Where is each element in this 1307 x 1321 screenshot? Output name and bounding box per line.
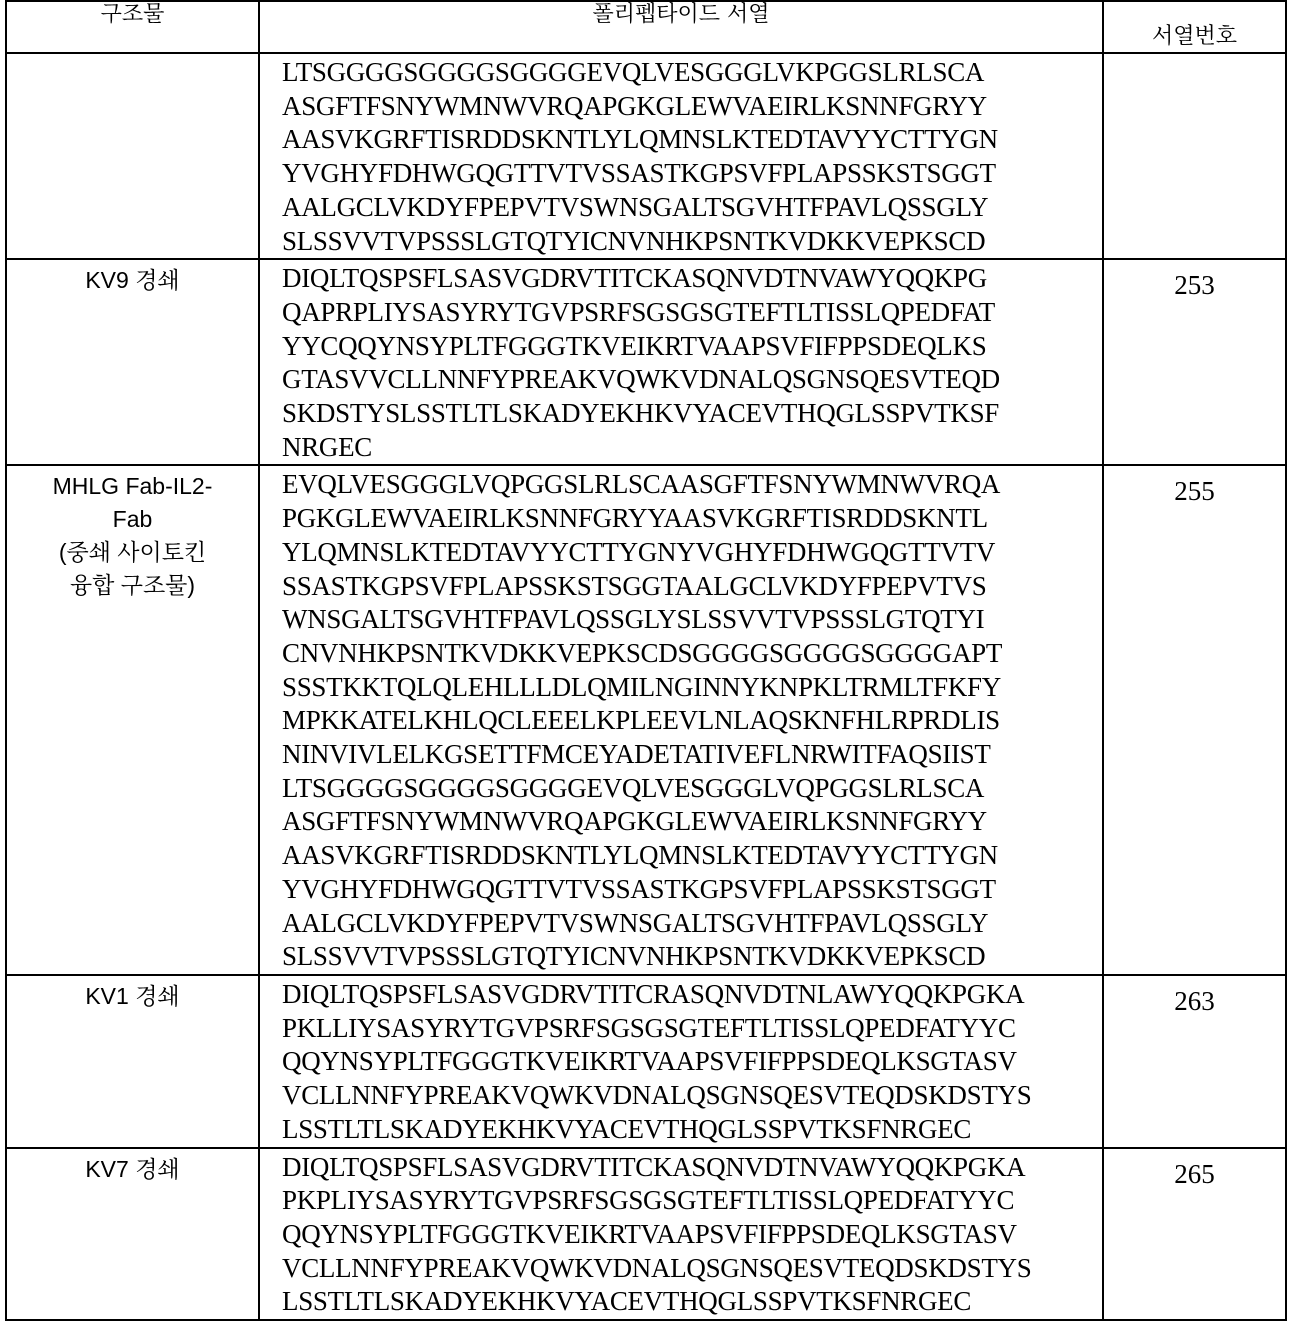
table-row [6, 53, 1286, 259]
construct-name-line: KV1 경쇄 [7, 980, 258, 1013]
sequence-line: DIQLTQSPSFLSASVGDRVTITCRASQNVDTNLAWYQQKPGKA [282, 978, 1102, 1012]
construct-name-line: Fab [7, 503, 258, 536]
sequence-cell [259, 465, 1103, 975]
sequence-line: NRGEC [282, 431, 1102, 465]
sequence-line: SLSSVVTVPSSSLGTQTYICNVNHKPSNTKVDKKVEPKSCD [282, 940, 1102, 974]
sequence-line: YYCQQYNSYPLTFGGGTKVEIKRTVAAPSVFIFPPSDEQLKS [282, 330, 1102, 364]
seq-id-cell: 253 [1103, 259, 1286, 465]
sequence-line: CNVNHKPSNTKVDKKVEPKSCDSGGGGSGGGGSGGGGAPT [282, 637, 1102, 671]
sequence-line: SSSTKKTQLQLEHLLLDLQMILNGINNYKNPKLTRMLTFKFY [282, 671, 1102, 705]
seq-id-cell: 265 [1103, 1148, 1286, 1321]
sequence-line: LTSGGGGSGGGGSGGGGEVQLVESGGGLVKPGGSLRLSCA [282, 56, 1102, 90]
sequence-line: MPKKATELKHLQCLEEELKPLEEVLNLAQSKNFHLRPRDLIS [282, 704, 1102, 738]
sequence-line: QQYNSYPLTFGGGTKVEIKRTVAAPSVFIFPPSDEQLKSGTASV [282, 1045, 1102, 1079]
construct-name-line: (중쇄 사이토킨 [7, 536, 258, 569]
sequence-line: LSSTLTLSKADYEKHKVYACEVTHQGLSSPVTKSFNRGEC [282, 1113, 1102, 1147]
sequence-line: AASVKGRFTISRDDSKNTLYLQMNSLKTEDTAVYYCTTYGN [282, 123, 1102, 157]
sequence-line: QQYNSYPLTFGGGTKVEIKRTVAAPSVFIFPPSDEQLKSGTASV [282, 1218, 1102, 1252]
table-row [6, 465, 1286, 975]
sequence-cell [259, 259, 1103, 465]
sequence-line: DIQLTQSPSFLSASVGDRVTITCKASQNVDTNVAWYQQKPG [282, 262, 1102, 296]
sequence-line: SKDSTYSLSSTLTLSKADYEKHKVYACEVTHQGLSSPVTKSF [282, 397, 1102, 431]
sequence-line: WNSGALTSGVHTFPAVLQSSGLYSLSSVVTVPSSSLGTQTYI [282, 603, 1102, 637]
sequence-line: AALGCLVKDYFPEPVTVSWNSGALTSGVHTFPAVLQSSGLY [282, 907, 1102, 941]
sequence-cell [259, 1148, 1103, 1321]
seq-id-cell: 255 [1103, 465, 1286, 975]
sequence-line: LTSGGGGSGGGGSGGGGEVQLVESGGGLVQPGGSLRLSCA [282, 772, 1102, 806]
construct-name-line: MHLG Fab-IL2- [7, 470, 258, 503]
sequence-table [5, 0, 1287, 1321]
sequence-line: EVQLVESGGGLVQPGGSLRLSCAASGFTFSNYWMNWVRQA [282, 468, 1102, 502]
table-row [6, 259, 1286, 465]
sequence-line: PGKGLEWVAEIRLKSNNFGRYYAASVKGRFTISRDDSKNTL [282, 502, 1102, 536]
sequence-line: LSSTLTLSKADYEKHKVYACEVTHQGLSSPVTKSFNRGEC [282, 1285, 1102, 1319]
sequence-line: YVGHYFDHWGQGTTVTVSSASTKGPSVFPLAPSSKSTSGGT [282, 873, 1102, 907]
construct-name-line: KV7 경쇄 [7, 1153, 258, 1186]
header-row [6, 1, 1286, 53]
construct-name-line: KV9 경쇄 [7, 264, 258, 297]
seq-id-cell: 263 [1103, 975, 1286, 1148]
construct-name-cell [6, 259, 259, 465]
sequence-line: AASVKGRFTISRDDSKNTLYLQMNSLKTEDTAVYYCTTYGN [282, 839, 1102, 873]
sequence-line: PKLLIYSASYRYTGVPSRFSGSGSGTEFTLTISSLQPEDFATYYC [282, 1012, 1102, 1046]
header-sequence: 폴리펩타이드 서열 [259, 1, 1103, 53]
sequence-line: AALGCLVKDYFPEPVTVSWNSGALTSGVHTFPAVLQSSGLY [282, 191, 1102, 225]
header-seq-id: 서열번호 [1103, 1, 1286, 53]
sequence-line: YLQMNSLKTEDTAVYYCTTYGNYVGHYFDHWGQGTTVTV [282, 536, 1102, 570]
construct-name-cell [6, 1148, 259, 1321]
sequence-line: SLSSVVTVPSSSLGTQTYICNVNHKPSNTKVDKKVEPKSCD [282, 225, 1102, 259]
sequence-line: QAPRPLIYSASYRYTGVPSRFSGSGSGTEFTLTISSLQPEDFAT [282, 296, 1102, 330]
sequence-line: VCLLNNFYPREAKVQWKVDNALQSGNSQESVTEQDSKDSTYS [282, 1079, 1102, 1113]
sequence-line: YVGHYFDHWGQGTTVTVSSASTKGPSVFPLAPSSKSTSGGT [282, 157, 1102, 191]
construct-name-cell [6, 465, 259, 975]
header-construct: 구조물 [6, 1, 259, 53]
construct-name-cell [6, 975, 259, 1148]
sequence-line: SSASTKGPSVFPLAPSSKSTSGGTAALGCLVKDYFPEPVTVS [282, 570, 1102, 604]
sequence-cell [259, 53, 1103, 259]
sequence-line: DIQLTQSPSFLSASVGDRVTITCKASQNVDTNVAWYQQKPGKA [282, 1151, 1102, 1185]
table-row [6, 975, 1286, 1148]
sequence-line: ASGFTFSNYWMNWVRQAPGKGLEWVAEIRLKSNNFGRYY [282, 805, 1102, 839]
construct-name-line: 융합 구조물) [7, 569, 258, 602]
seq-id-cell [1103, 53, 1286, 259]
sequence-line: ASGFTFSNYWMNWVRQAPGKGLEWVAEIRLKSNNFGRYY [282, 90, 1102, 124]
table-row [6, 1148, 1286, 1321]
sequence-line: NINVIVLELKGSETTFMCEYADETATIVEFLNRWITFAQSIIST [282, 738, 1102, 772]
sequence-cell [259, 975, 1103, 1148]
sequence-line: VCLLNNFYPREAKVQWKVDNALQSGNSQESVTEQDSKDSTYS [282, 1252, 1102, 1286]
sequence-line: PKPLIYSASYRYTGVPSRFSGSGSGTEFTLTISSLQPEDFATYYC [282, 1184, 1102, 1218]
construct-name-cell [6, 53, 259, 259]
sequence-line: GTASVVCLLNNFYPREAKVQWKVDNALQSGNSQESVTEQD [282, 363, 1102, 397]
